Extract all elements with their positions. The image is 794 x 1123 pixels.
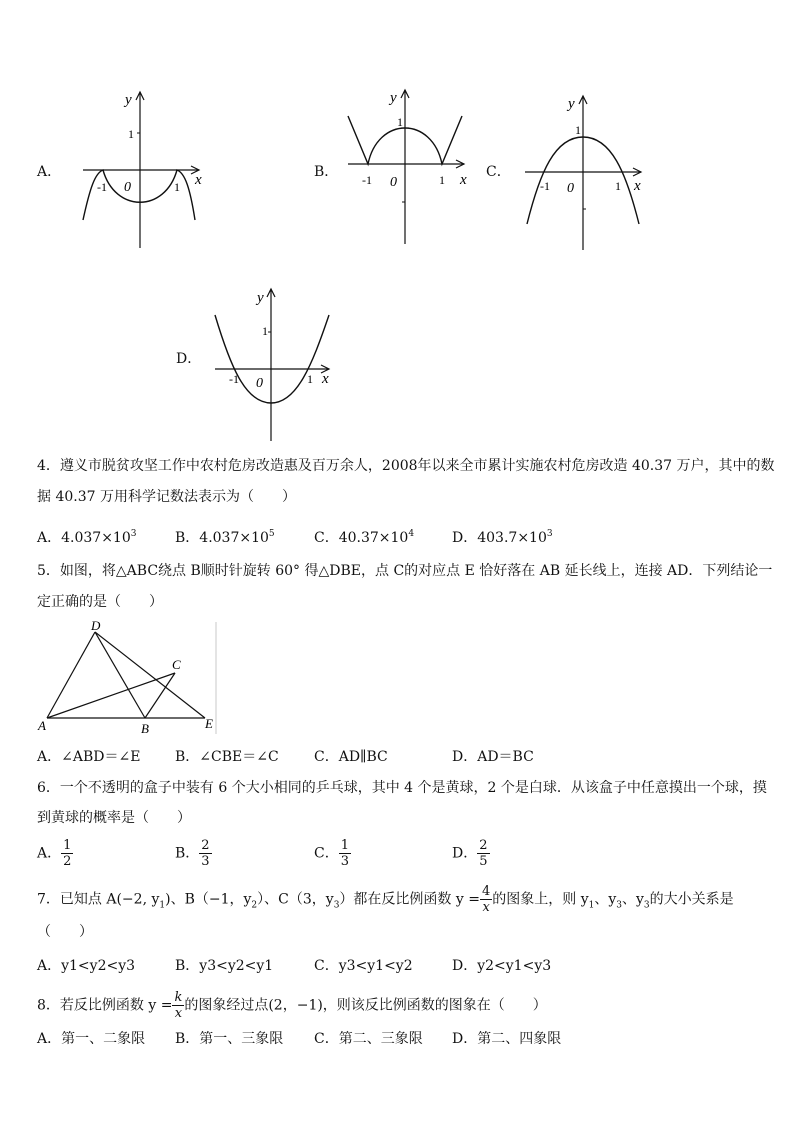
graph-a-one: 1 [128,127,134,141]
graph-d-y-label: y [257,290,264,306]
graph-c-one-x: 1 [615,179,621,193]
option-a-label: A． [37,164,62,180]
graph-a-y-label: y [125,92,132,108]
q8-option-a[interactable]: A．第一、二象限 [37,1031,146,1047]
q7-option-d[interactable]: D．y2<y1<y3 [452,958,552,974]
q8-option-b[interactable]: B．第一、三象限 [175,1031,284,1047]
point-a-label: A [38,718,46,733]
point-d-label: D [91,618,101,633]
q5-option-c[interactable]: C．AD∥BC [314,749,388,765]
graph-a-origin: 0 [124,180,131,195]
graph-b-x-label: x [460,172,467,188]
q8-text: 8．若反比例函数 y = $\frac{k}{x}$ 的图象经过点(2，−1)，则该反比例函数的图象在（ ） [37,990,547,1021]
graph-c-x-label: x [634,178,641,194]
q7-text-line1: 7．已知点 A(−2, $y_1$)、B（−1，$y_2$）、C（3，$y_3$）都在反比例函数 y = $\frac{4}{x}$ 的图象上，则 $y_1$、$y_3$、$y_3$的大小关系是 [37,884,734,915]
q6-option-d[interactable]: D． $\frac{2}{5}$ [452,838,488,869]
option-b-label: B． [314,164,339,180]
graph-b-one-x: 1 [439,173,445,187]
graph-d-neg-one: -1 [229,372,239,386]
q4-text-line1: 4．遵义市脱贫攻坚工作中农村危房改造惠及百万余人，2008年以来全市累计实施农村危房改造 40.37 万户，其中的数 [37,458,775,474]
option-d-label: D． [176,351,202,367]
q4-option-d[interactable]: D．$403.7\times 10^3$ [452,529,553,546]
q4-option-b[interactable]: B．$4.037\times 10^5$ [175,529,275,546]
graph-c-neg-one: -1 [540,179,550,193]
graph-b-y-label: y [390,90,397,106]
option-c-label: C． [486,164,511,180]
q5-text-line2: 定正确的是（ ） [37,594,163,610]
point-c-label: C [172,657,181,672]
graph-a-x-label: x [195,172,202,188]
q5-option-d[interactable]: D．AD＝BC [452,749,534,765]
q8-option-d[interactable]: D．第二、四象限 [452,1031,562,1047]
point-e-label: E [205,716,213,731]
q7-option-a[interactable]: A．y1<y2<y3 [37,958,136,974]
graph-a-one-x: 1 [174,180,180,194]
q4-option-a[interactable]: A．$4.037\times 10^3$ [37,529,137,546]
q5-text-line1: 5．如图，将△ABC绕点 B顺时针旋转 60° 得△DBE，点 C的对应点 E 恰好落在 AB 延长线上，连接 AD．下列结论一 [37,563,773,579]
q6-option-c[interactable]: C． $\frac{1}{3}$ [314,838,349,869]
graph-d-origin: 0 [256,376,263,391]
q4-text-line2: 据 40.37 万用科学记数法表示为（ ） [37,489,296,505]
graph-a [75,88,210,253]
q5-option-a[interactable]: A．∠ABD＝∠E [37,749,141,765]
point-b-label: B [141,721,149,736]
q6-text-line1: 6．一个不透明的盒子中装有 6 个大小相同的乒乓球，其中 4 个是黄球，2 个是白球．从该盒子中任意摸出一个球，摸 [37,780,767,796]
q7-option-b[interactable]: B．y3<y2<y1 [175,958,274,974]
graph-b-origin: 0 [390,175,397,190]
q8-option-c[interactable]: C．第二、三象限 [314,1031,423,1047]
q7-option-c[interactable]: C．y3<y1<y2 [314,958,413,974]
graph-b [340,86,475,251]
graph-b-neg-one: -1 [362,173,372,187]
graph-a-neg-one: -1 [97,180,107,194]
graph-d-one: 1 [262,324,268,338]
graph-c-one: 1 [575,123,581,137]
q5-triangle-figure [35,618,220,738]
graph-d-one-x: 1 [307,372,313,386]
q6-text-line2: 到黄球的概率是（ ） [37,810,191,826]
graph-c-y-label: y [568,96,575,112]
graph-c-origin: 0 [567,181,574,196]
graph-d-x-label: x [322,371,329,387]
graph-d [205,285,340,445]
q6-option-a[interactable]: A． $\frac{1}{2}$ [37,838,72,869]
graph-b-one: 1 [397,115,403,129]
graph-c [515,92,650,257]
q4-option-c[interactable]: C．$40.37\times 10^4$ [314,529,415,546]
q5-option-b[interactable]: B．∠CBE＝∠C [175,749,279,765]
q6-option-b[interactable]: B． $\frac{2}{3}$ [175,838,210,869]
q7-text-line2: （ ） [37,924,93,940]
